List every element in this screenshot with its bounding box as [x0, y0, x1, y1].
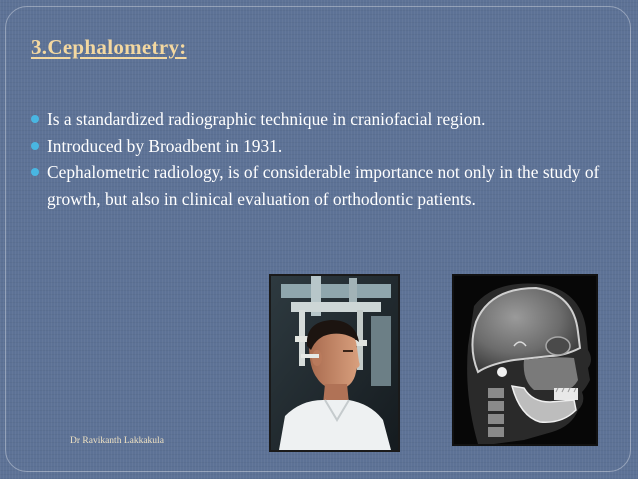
bullet-list [31, 106, 611, 212]
bullet-marker-icon [31, 115, 39, 123]
cephalogram-graphic [454, 276, 596, 444]
bullet-text: Is a standardized radiographic technique in craniofacial region. [47, 109, 486, 129]
cephalostat-patient-photo [269, 274, 400, 452]
slide-title: 3.Cephalometry: [31, 35, 187, 59]
lateral-cephalogram-xray [452, 274, 598, 446]
bullet-text: Introduced by Broadbent in 1931. [47, 135, 283, 156]
bullet-marker-icon [31, 142, 39, 150]
bullet-item [31, 159, 611, 212]
cephalostat-photo-graphic [271, 276, 398, 450]
bullet-item [31, 133, 611, 160]
slide-footer-author: Dr Ravikanth Lakkakula [70, 436, 164, 446]
bullet-item [31, 106, 611, 133]
bullet-text: Cephalometric radiology, is of considerable importance not only in the study of growth, but also in clinical evaluation of orthodontic patients. [47, 162, 600, 209]
bullet-marker-icon [31, 168, 39, 176]
